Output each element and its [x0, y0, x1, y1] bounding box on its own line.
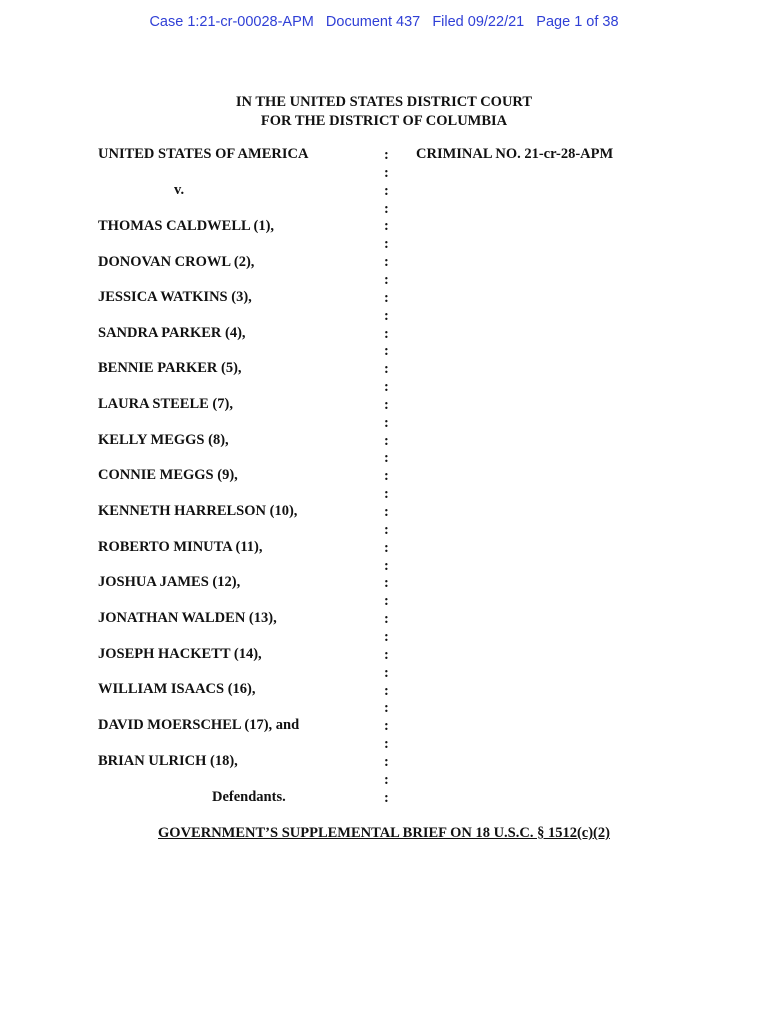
defendant-name: DONOVAN CROWL (2), [98, 254, 255, 270]
caption-separator-colon: : [384, 200, 389, 217]
caption-separator-colon: : [384, 557, 389, 574]
caption-separator-colon: : [384, 504, 389, 520]
caption-separator-colon: : [384, 432, 389, 449]
caption-separator-colon: : [384, 396, 389, 413]
caption-separator-colon: : [384, 539, 389, 556]
caption-separator-colon: : [384, 575, 389, 592]
caption-separator-colon: : [384, 307, 389, 324]
caption-separator-colon: : [384, 628, 389, 645]
caption-separator-colon: : [384, 664, 389, 681]
defendants-label: Defendants. [212, 789, 286, 805]
defendant-name: JESSICA WATKINS (3), [98, 289, 252, 305]
court-heading [0, 93, 768, 131]
caption-separator-colon: : [384, 468, 389, 485]
caption-separator-colon: : [384, 700, 389, 717]
caption-separator-colon: : [384, 682, 389, 699]
defendant-name: DAVID MOERSCHEL (17), and [98, 717, 300, 733]
defendant-name: KELLY MEGGS (8), [98, 432, 229, 448]
caption-separator-colon: : [384, 753, 389, 770]
caption-separator-colon: : [384, 147, 389, 163]
defendant-name: ROBERTO MINUTA (11), [98, 539, 263, 555]
defendant-name: CONNIE MEGGS (9), [98, 467, 238, 483]
caption-separator-colon: : [384, 254, 389, 271]
caption-separator-colon: : [384, 271, 389, 288]
case-caption [0, 146, 768, 816]
caption-separator-colon: : [384, 611, 389, 628]
defendant-name: SANDRA PARKER (4), [98, 325, 246, 341]
defendant-name: JONATHAN WALDEN (13), [98, 610, 277, 626]
case-number: CRIMINAL NO. 21-cr-28-APM [416, 146, 614, 162]
caption-separator-colon: : [384, 236, 389, 253]
defendant-name: WILLIAM ISAACS (16), [98, 681, 256, 697]
ecf-header-stamp: Case 1:21-cr-00028-APM Document 437 Filed 09/22/21 Page 1 of 38 [149, 14, 619, 30]
caption-separator-colon: : [384, 593, 389, 610]
caption-separator-colon: : [384, 343, 389, 360]
caption-separator-colon: : [384, 361, 389, 378]
defendant-name: BRIAN ULRICH (18), [98, 753, 238, 769]
caption-separator-colon: : [384, 164, 389, 181]
caption-separator-colon: : [384, 736, 389, 753]
defendant-name: BENNIE PARKER (5), [98, 360, 242, 376]
defendant-name: JOSHUA JAMES (12), [98, 574, 241, 590]
brief-title: GOVERNMENT’S SUPPLEMENTAL BRIEF ON 18 U.S.C. § 1512(c)(2) [158, 825, 610, 841]
caption-separator-colon: : [384, 789, 389, 806]
court-district-line: FOR THE DISTRICT OF COLUMBIA [260, 113, 508, 129]
caption-separator-colon: : [384, 771, 389, 788]
caption-separator-colon: : [384, 414, 389, 431]
caption-separator-colon: : [384, 521, 389, 538]
versus-label: v. [174, 182, 185, 198]
caption-separator-colon: : [384, 450, 389, 467]
defendant-name: LAURA STEELE (7), [98, 396, 233, 412]
caption-separator-colon: : [384, 325, 389, 342]
caption-separator-colon: : [384, 289, 389, 306]
defendant-name: JOSEPH HACKETT (14), [98, 646, 262, 662]
caption-separator-colon: : [384, 182, 389, 199]
caption-separator-colon: : [384, 646, 389, 663]
caption-separator-colon: : [384, 379, 389, 396]
court-name-line: IN THE UNITED STATES DISTRICT COURT [235, 94, 533, 110]
caption-separator-colon: : [384, 218, 389, 235]
caption-separator-colon: : [384, 718, 389, 735]
plaintiff-name: UNITED STATES OF AMERICA [98, 146, 309, 162]
defendant-name: THOMAS CALDWELL (1), [98, 218, 275, 234]
caption-separator-colon: : [384, 486, 389, 503]
defendant-name: KENNETH HARRELSON (10), [98, 503, 298, 519]
